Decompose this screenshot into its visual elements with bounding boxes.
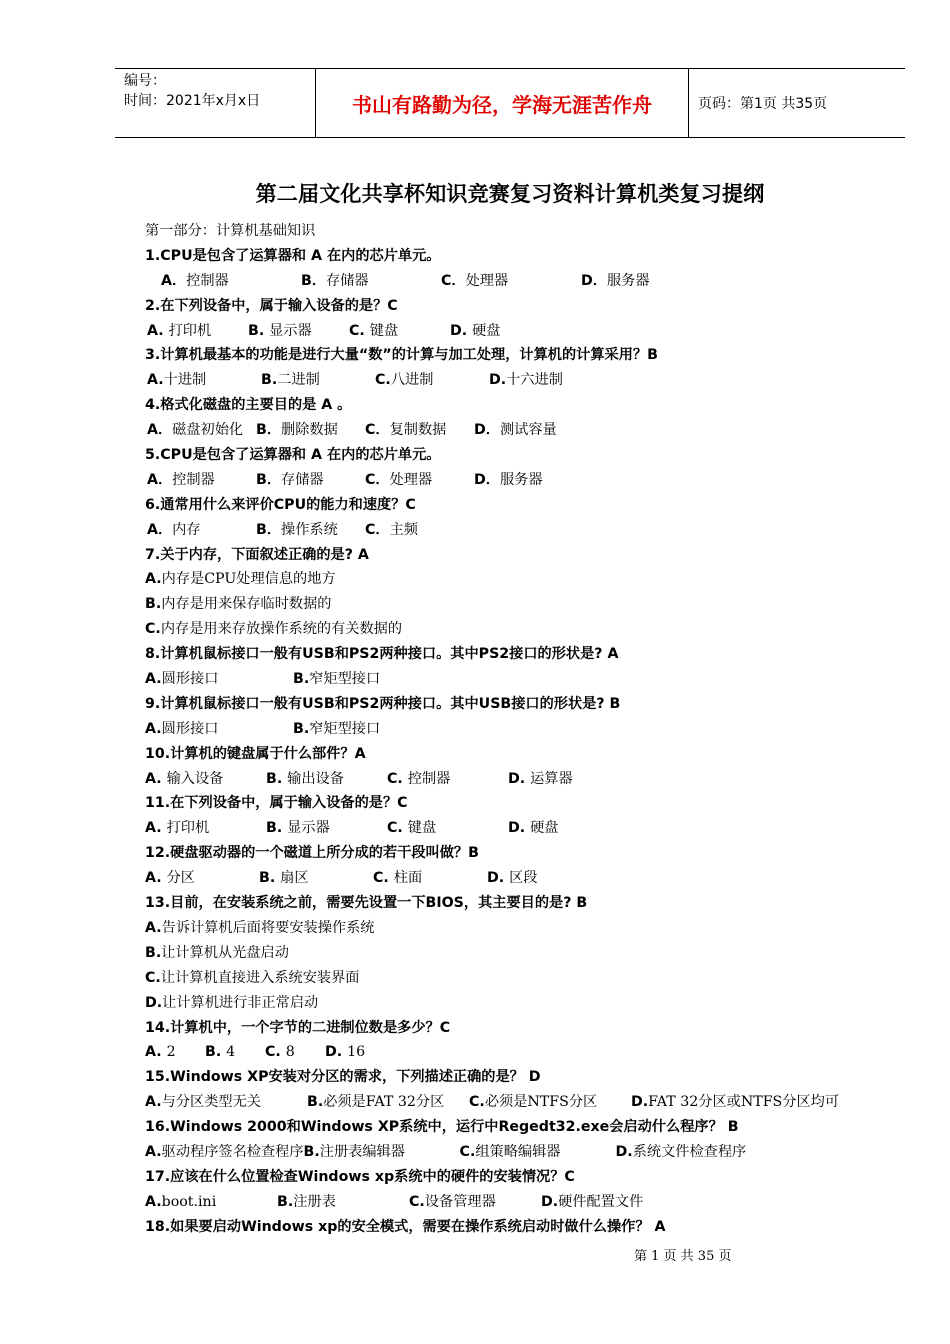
- option-item: [145, 866, 259, 891]
- option-item: [487, 866, 601, 891]
- option-letter: D.: [508, 820, 531, 837]
- option-row: [145, 966, 865, 991]
- option-item: [349, 319, 450, 344]
- option-item: [145, 617, 745, 642]
- option-item: [441, 269, 581, 294]
- option-letter: A.: [145, 1044, 167, 1061]
- option-item: [265, 1040, 325, 1065]
- option-item: [277, 1190, 409, 1215]
- option-item: [450, 319, 551, 344]
- option-row: [145, 866, 865, 891]
- option-letter: C.: [145, 621, 161, 638]
- option-letter: A.: [145, 720, 162, 737]
- option-row: [145, 1040, 865, 1065]
- option-item: [304, 1140, 460, 1165]
- option-row: [145, 518, 865, 543]
- doc-number-label: 编号：: [124, 73, 166, 89]
- option-text: 驱动程序签名检查程序: [161, 1143, 304, 1160]
- option-letter: A．: [147, 521, 173, 538]
- option-letter: C.: [469, 1094, 485, 1111]
- option-item: [474, 418, 583, 443]
- option-item: [145, 1040, 205, 1065]
- option-letter: A.: [145, 820, 167, 837]
- option-text: 控制器: [186, 272, 229, 289]
- option-text: 窄矩型接口: [309, 720, 381, 737]
- option-text: 内存: [172, 521, 201, 538]
- option-text: 服务器: [606, 272, 650, 289]
- option-letter: C.: [387, 820, 408, 837]
- option-letter: B.: [303, 1143, 320, 1160]
- option-row: [145, 592, 865, 617]
- option-row: [145, 916, 865, 941]
- option-text: 8: [285, 1044, 295, 1061]
- option-text: 16: [347, 1044, 366, 1061]
- doc-time-label: 时间：2021年x月x日: [124, 93, 261, 109]
- option-item: [261, 368, 375, 393]
- option-text: 删除数据: [281, 422, 338, 439]
- option-text: 二进制: [277, 372, 320, 389]
- question-text: 6.通常用什么来评价CPU的能力和速度？C: [145, 496, 416, 513]
- option-text: 键盘: [407, 820, 437, 837]
- option-letter: D.: [145, 994, 163, 1011]
- option-letter: D.: [325, 1044, 348, 1061]
- option-letter: D.: [489, 372, 507, 389]
- option-letter: D.: [631, 1094, 649, 1111]
- option-item: [145, 916, 745, 941]
- option-text: 必须是FAT 32分区: [323, 1094, 445, 1111]
- option-text: 系统文件检查程序: [632, 1143, 747, 1160]
- option-text: 十六进制: [506, 372, 563, 389]
- option-item: [145, 1090, 307, 1115]
- option-text: 内存是用来保存临时数据的: [161, 596, 332, 613]
- option-letter: D.: [508, 770, 531, 787]
- option-item: [145, 592, 745, 617]
- option-text: 复制数据: [389, 422, 447, 439]
- question-text: 17.应该在什么位置检查Windows xp系统中的硬件的安装情况？C: [145, 1168, 575, 1185]
- option-text: 存储器: [326, 272, 369, 289]
- option-letter: C．: [365, 521, 390, 538]
- option-text: 扇区: [280, 870, 309, 887]
- option-item: [365, 418, 474, 443]
- option-text: 十进制: [163, 372, 207, 389]
- option-item: [508, 767, 629, 792]
- option-letter: B.: [277, 1193, 294, 1210]
- option-letter: A.: [145, 919, 162, 936]
- option-text: 操作系统: [281, 521, 338, 538]
- option-letter: D．: [474, 471, 500, 488]
- option-row: [145, 617, 865, 642]
- option-text: 与分区类型无关: [161, 1094, 261, 1111]
- question-text: 14.计算机中，一个字节的二进制位数是多少？C: [145, 1019, 451, 1036]
- option-text: 控制器: [172, 471, 215, 488]
- option-letter: A.: [147, 322, 169, 339]
- question-list: [145, 219, 865, 1240]
- option-letter: A．: [147, 422, 173, 439]
- option-text: 让计算机直接进入系统安装界面: [160, 969, 360, 986]
- option-letter: C.: [409, 1193, 425, 1210]
- question-text: 2.在下列设备中，属于输入设备的是？C: [145, 297, 398, 314]
- option-item: [147, 468, 256, 493]
- option-text: 4: [226, 1044, 236, 1061]
- option-letter: B．: [256, 471, 282, 488]
- option-letter: B.: [293, 671, 310, 688]
- question-text: 12.硬盘驱动器的一个磁道上所分成的若干段叫做？B: [145, 845, 479, 862]
- option-text: 磁盘初始化: [172, 422, 244, 439]
- option-text: 键盘: [369, 322, 399, 339]
- option-item: [375, 368, 489, 393]
- option-text: 让计算机从光盘启动: [161, 944, 289, 961]
- option-letter: A.: [147, 372, 164, 389]
- option-item: [145, 567, 745, 592]
- option-letter: A.: [145, 1094, 162, 1111]
- option-item: [259, 866, 373, 891]
- option-item: [147, 319, 248, 344]
- header-motto: 书山有路勤为径，学海无涯苦作舟: [316, 69, 689, 137]
- option-item: [489, 368, 603, 393]
- option-letter: C.: [373, 870, 394, 887]
- option-letter: D．: [474, 422, 500, 439]
- option-item: [387, 767, 508, 792]
- option-row: [145, 567, 865, 592]
- option-text: 区段: [509, 870, 538, 887]
- header-meta: [115, 69, 316, 137]
- option-text: 圆形接口: [161, 720, 219, 737]
- option-text: 输入设备: [166, 770, 224, 787]
- option-item: [541, 1190, 673, 1215]
- option-letter: C.: [145, 969, 161, 986]
- option-letter: B.: [259, 870, 281, 887]
- option-letter: B.: [266, 820, 288, 837]
- option-item: [365, 518, 474, 543]
- option-row: [145, 991, 865, 1016]
- page-header: [115, 68, 905, 138]
- option-letter: C.: [349, 322, 370, 339]
- option-letter: B．: [256, 521, 282, 538]
- option-text: 让计算机进行非正常启动: [162, 994, 319, 1011]
- option-letter: B.: [307, 1094, 324, 1111]
- option-letter: B.: [145, 944, 162, 961]
- option-text: 运算器: [530, 770, 573, 787]
- option-item: [373, 866, 487, 891]
- option-row: [145, 319, 865, 344]
- option-row: [145, 767, 865, 792]
- option-letter: A.: [145, 1193, 162, 1210]
- question-text: 9.计算机鼠标接口一般有USB和PS2两种接口。其中USB接口的形状是? B: [145, 695, 621, 712]
- option-text: 显示器: [269, 322, 312, 339]
- option-item: [256, 518, 365, 543]
- option-letter: C．: [441, 272, 466, 289]
- option-text: 组策略编辑器: [475, 1143, 561, 1160]
- option-letter: B.: [205, 1044, 227, 1061]
- option-row: [145, 1090, 865, 1115]
- option-text: 显示器: [287, 820, 330, 837]
- question-text: 10.计算机的键盘属于什么部件？A: [145, 745, 366, 762]
- option-item: [248, 319, 349, 344]
- option-item: [266, 816, 387, 841]
- option-text: 打印机: [168, 322, 212, 339]
- option-letter: B.: [248, 322, 270, 339]
- option-text: boot.ini: [161, 1193, 217, 1210]
- option-item: [145, 816, 266, 841]
- option-text: 输出设备: [287, 770, 344, 787]
- option-row: [145, 667, 865, 692]
- option-letter: A．: [147, 471, 173, 488]
- option-row: [145, 1140, 865, 1165]
- option-item: [145, 941, 745, 966]
- option-letter: A.: [145, 770, 167, 787]
- option-text: FAT 32分区或NTFS分区均可: [648, 1094, 840, 1111]
- option-item: [256, 418, 365, 443]
- question-text: 15.Windows XP安装对分区的需求，下列描述正确的是？ D: [145, 1069, 541, 1086]
- question-text: 4.格式化磁盘的主要目的是 A 。: [145, 397, 352, 414]
- option-item: [147, 418, 256, 443]
- option-item: [145, 667, 293, 692]
- option-item: [147, 368, 261, 393]
- option-row: [145, 269, 865, 294]
- option-item: [307, 1090, 469, 1115]
- option-letter: B.: [293, 720, 310, 737]
- option-text: 硬件配置文件: [558, 1193, 644, 1210]
- option-letter: C.: [265, 1044, 286, 1061]
- option-letter: D.: [615, 1143, 633, 1160]
- option-letter: A.: [145, 571, 162, 588]
- question-text: 1.CPU是包含了运算器和 A 在内的芯片单元。: [145, 247, 441, 264]
- option-item: [293, 667, 441, 692]
- option-item: [616, 1140, 772, 1165]
- option-letter: D．: [581, 272, 607, 289]
- option-item: [460, 1140, 616, 1165]
- option-text: 柱面: [393, 870, 423, 887]
- option-letter: C．: [365, 471, 390, 488]
- question-text: 3.计算机最基本的功能是进行大量“数”的计算与加工处理，计算机的计算采用？B: [145, 347, 658, 364]
- question-text: 18.如果要启动Windows xp的安全模式，需要在操作系统启动时做什么操作？ A: [145, 1218, 666, 1235]
- question-text: 7.关于内存，下面叙述正确的是? A: [145, 546, 369, 563]
- option-text: 硬盘: [530, 820, 559, 837]
- option-item: [301, 269, 441, 294]
- question-text: 16.Windows 2000和Windows XP系统中，运行中Regedt32.exe会启动什么程序？ B: [145, 1119, 739, 1136]
- document-title: 第二届文化共享杯知识竞赛复习资料计算机类复习提纲: [255, 181, 765, 206]
- option-item: [161, 269, 301, 294]
- option-text: 硬盘: [472, 322, 501, 339]
- option-item: [631, 1090, 839, 1115]
- option-letter: A.: [145, 870, 167, 887]
- option-text: 测试容量: [499, 422, 557, 439]
- option-letter: B．: [301, 272, 327, 289]
- option-text: 控制器: [407, 770, 451, 787]
- option-row: [145, 717, 865, 742]
- option-item: [387, 816, 508, 841]
- option-text: 分区: [166, 870, 195, 887]
- option-letter: B.: [266, 770, 288, 787]
- option-item: [409, 1190, 541, 1215]
- header-page-label: 页码：第1页 共35页: [698, 96, 828, 112]
- option-letter: D.: [487, 870, 510, 887]
- option-row: [145, 941, 865, 966]
- option-item: [205, 1040, 265, 1065]
- option-text: 八进制: [390, 372, 434, 389]
- option-item: [365, 468, 474, 493]
- option-text: 内存是用来存放操作系统的有关数据的: [160, 621, 403, 638]
- option-item: [508, 816, 629, 841]
- option-letter: D.: [450, 322, 473, 339]
- option-item: [145, 1190, 277, 1215]
- option-item: [474, 468, 583, 493]
- option-row: [145, 418, 865, 443]
- option-letter: C.: [375, 372, 391, 389]
- option-row: [145, 1190, 865, 1215]
- option-text: 处理器: [389, 471, 433, 488]
- option-item: [266, 767, 387, 792]
- option-item: [145, 767, 266, 792]
- option-item: [147, 518, 256, 543]
- option-text: 注册表编辑器: [319, 1143, 405, 1160]
- option-text: 圆形接口: [161, 671, 219, 688]
- option-item: [145, 966, 745, 991]
- option-item: [145, 991, 745, 1016]
- option-letter: C.: [387, 770, 408, 787]
- page-footer: 第 1 页 共 35 页: [634, 1249, 732, 1264]
- option-text: 必须是NTFS分区: [484, 1094, 598, 1111]
- section-heading: 第一部分：计算机基础知识: [145, 223, 316, 239]
- option-text: 主频: [389, 521, 418, 538]
- option-letter: C.: [459, 1143, 476, 1160]
- option-item: [145, 717, 293, 742]
- option-row: [145, 816, 865, 841]
- option-letter: C．: [365, 422, 390, 439]
- option-item: [256, 468, 365, 493]
- option-row: [145, 368, 865, 393]
- option-text: 内存是CPU处理信息的地方: [161, 571, 336, 588]
- question-text: 11.在下列设备中，属于输入设备的是？C: [145, 795, 408, 812]
- option-text: 打印机: [166, 820, 210, 837]
- option-row: [145, 468, 865, 493]
- option-item: [145, 1140, 304, 1165]
- option-letter: D.: [541, 1193, 559, 1210]
- option-item: [325, 1040, 385, 1065]
- option-letter: A.: [145, 671, 162, 688]
- option-letter: B．: [256, 422, 282, 439]
- option-text: 存储器: [281, 471, 324, 488]
- option-text: 窄矩型接口: [309, 671, 381, 688]
- question-text: 5.CPU是包含了运算器和 A 在内的芯片单元。: [145, 447, 441, 464]
- option-letter: A．: [161, 272, 187, 289]
- option-letter: A.: [145, 1143, 162, 1160]
- option-letter: B.: [145, 596, 162, 613]
- option-item: [581, 269, 721, 294]
- option-text: 处理器: [465, 272, 509, 289]
- option-text: 告诉计算机后面将要安装操作系统: [161, 919, 375, 936]
- option-text: 注册表: [293, 1193, 336, 1210]
- option-item: [469, 1090, 631, 1115]
- option-text: 2: [166, 1044, 176, 1061]
- option-text: 服务器: [499, 471, 543, 488]
- option-item: [293, 717, 441, 742]
- question-text: 8.计算机鼠标接口一般有USB和PS2两种接口。其中PS2接口的形状是? A: [145, 646, 619, 663]
- option-letter: B.: [261, 372, 278, 389]
- option-text: 设备管理器: [424, 1193, 496, 1210]
- question-text: 13.目前，在安装系统之前，需要先设置一下BIOS，其主要目的是? B: [145, 895, 588, 912]
